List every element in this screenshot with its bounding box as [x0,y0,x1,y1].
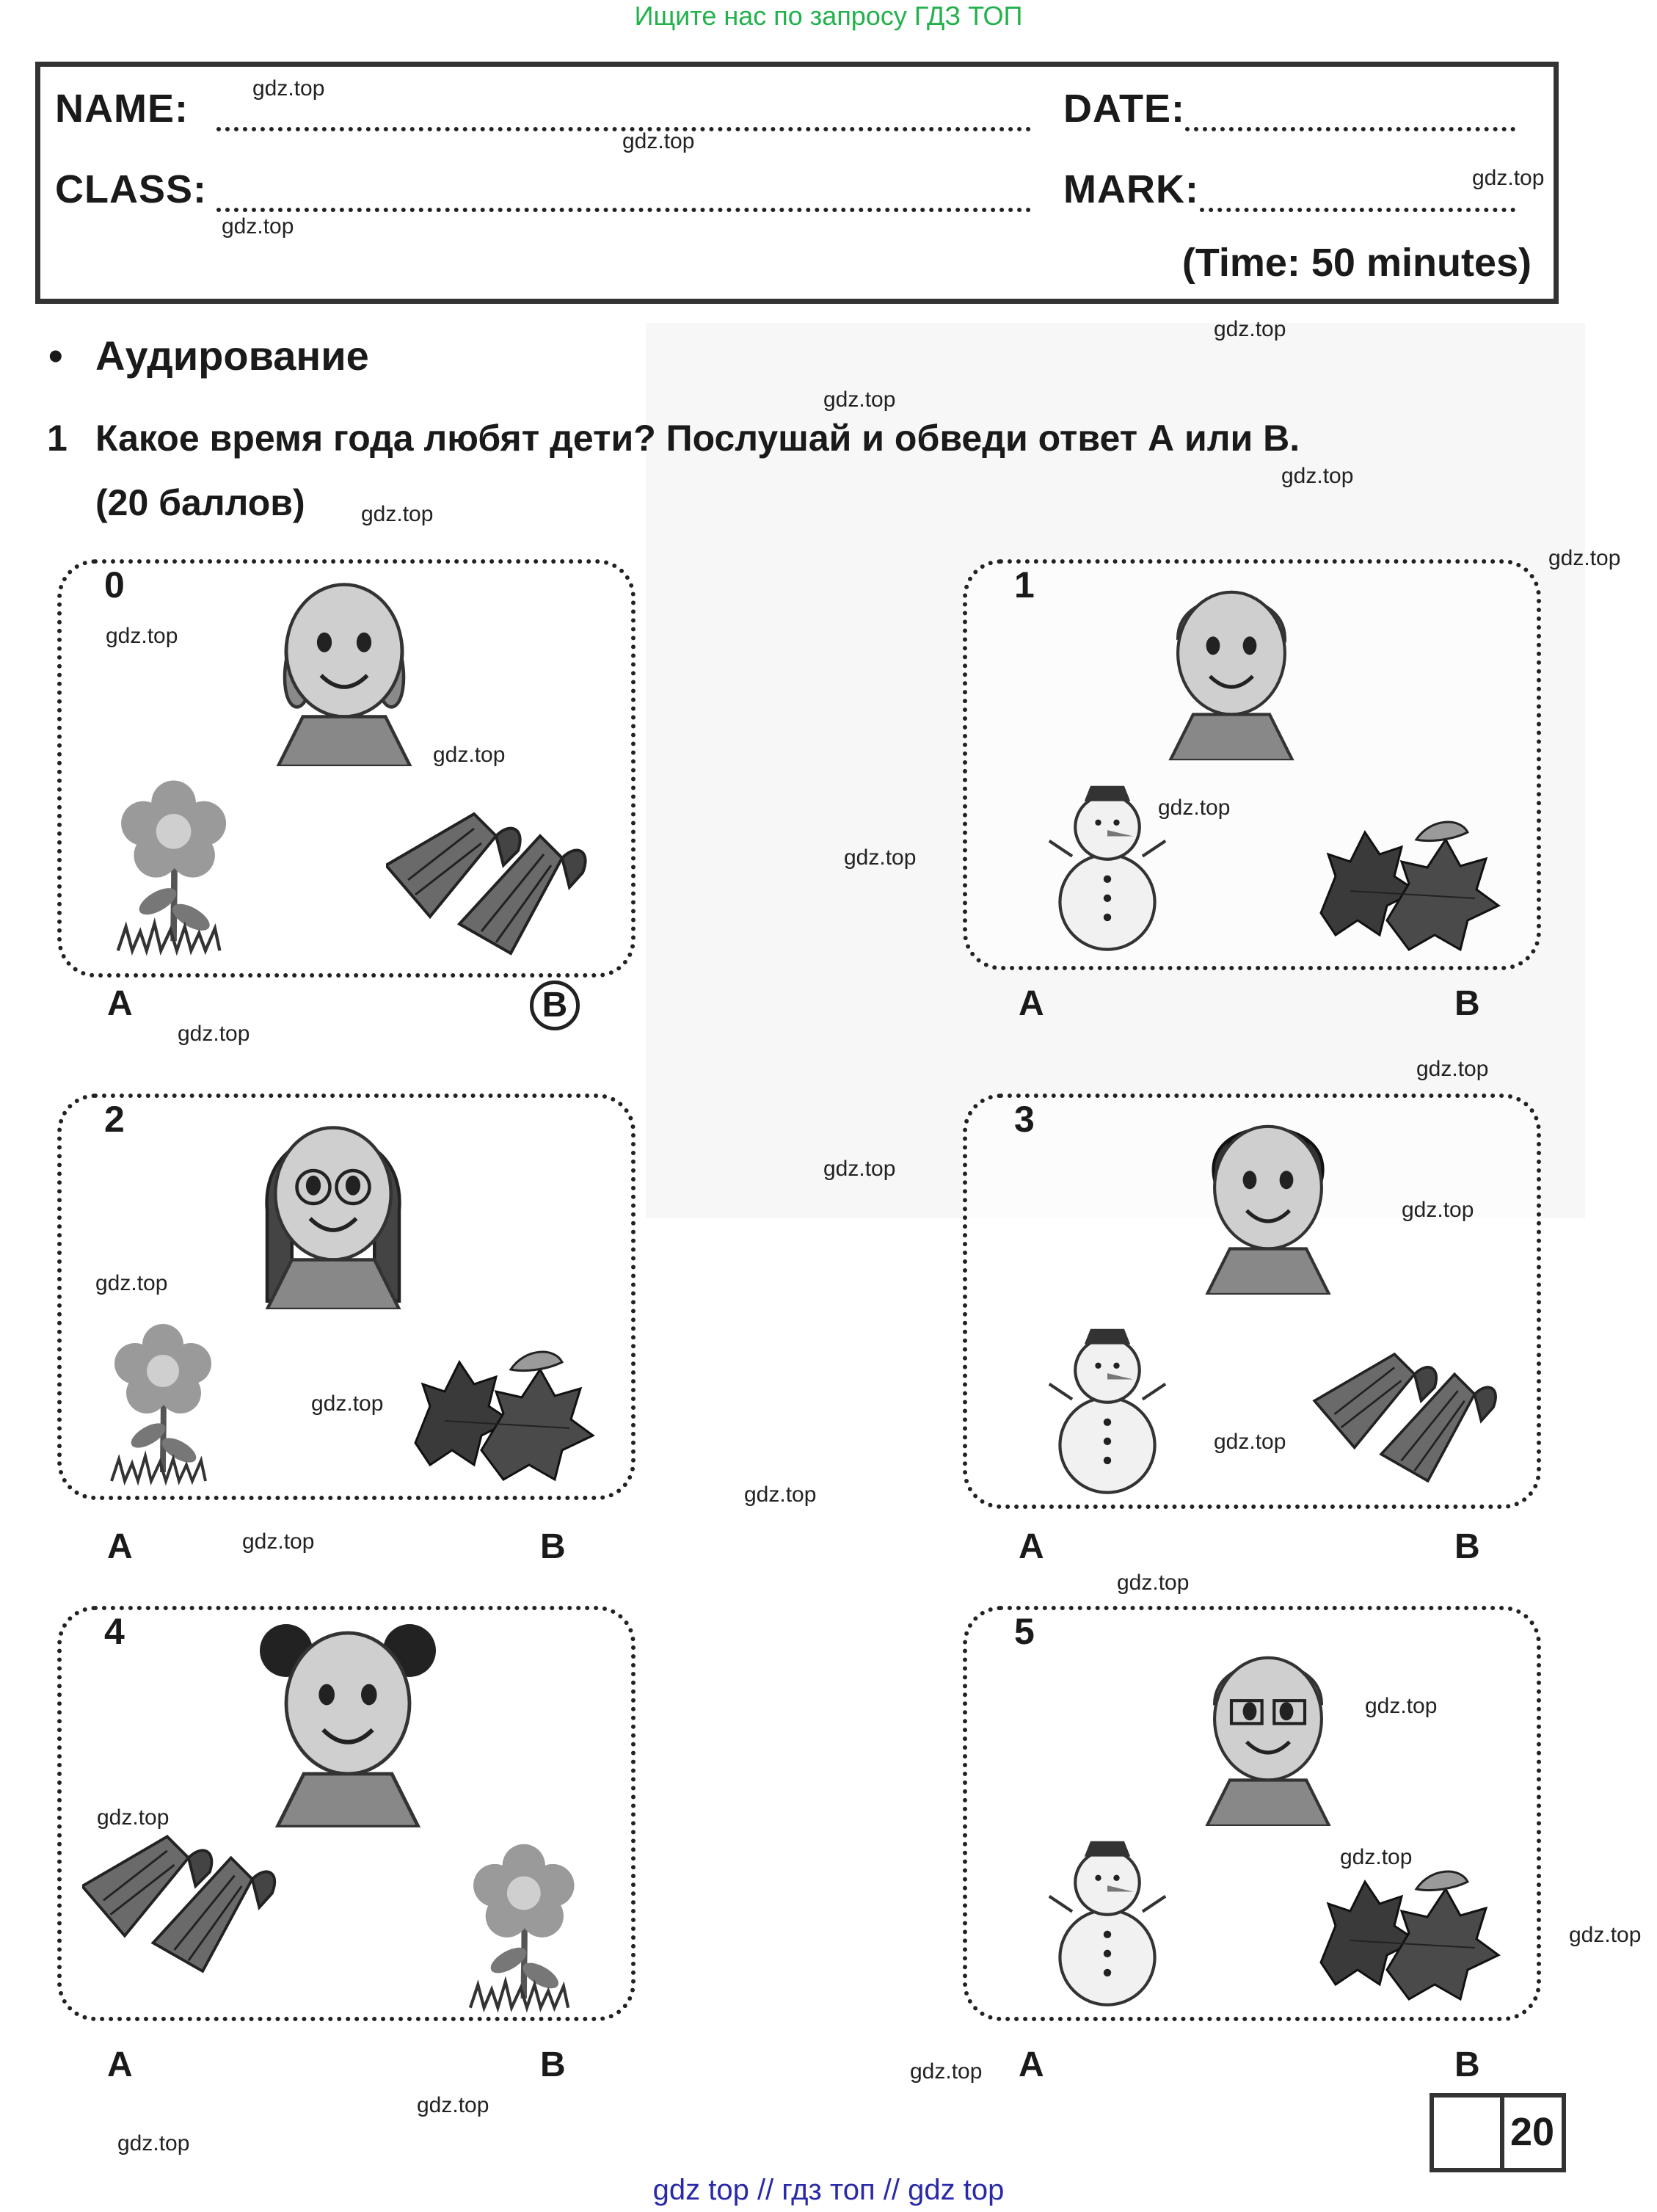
snowman-picture [1038,1827,1177,2011]
section-title: Аудирование [95,332,369,379]
footer-watermark-line: gdz top // гдз топ // gdz top [652,2174,1005,2206]
autumn-leaves-picture [1299,1860,1519,2007]
watermark: gdz.top [1402,1198,1474,1222]
flower-picture [443,1830,612,2014]
flippers-picture [1305,1347,1518,1494]
watermark: gdz.top [178,1022,250,1046]
item-number: 5 [1014,1611,1035,1652]
item-number: 4 [104,1611,125,1652]
item-number: 0 [104,564,125,605]
name-label: NAME: [55,87,189,131]
task-instruction: Какое время года любят дети? Послушай и обведи ответ А или В. [95,418,1300,459]
item-box-0 [57,559,636,978]
watermark: gdz.top [1214,1430,1286,1454]
watermark: gdz.top [1214,317,1286,341]
task-number: 1 [47,418,68,459]
date-label: DATE: [1063,87,1185,131]
option-b-label[interactable]: B [540,2045,566,2084]
flower-picture [82,1311,251,1487]
watermark: gdz.top [1117,1571,1190,1595]
page-number-box [1430,2093,1566,2172]
watermark: gdz.top [1569,1923,1642,1947]
option-a-label[interactable]: A [107,1527,133,1566]
boy-picture [1151,577,1312,760]
item-box-1 [963,559,1541,970]
mark-field[interactable] [1200,208,1515,212]
watermark: gdz.top [361,502,434,526]
item-number: 3 [1014,1099,1035,1140]
option-b-label[interactable]: B [1454,984,1480,1023]
watermark: gdz.top [1158,796,1231,820]
snowman-picture [1038,772,1177,956]
date-field[interactable] [1185,127,1515,131]
time-limit: (Time: 50 minutes) [1181,241,1532,285]
watermark: gdz.top [1548,546,1621,570]
autumn-leaves-picture [1299,810,1519,957]
watermark: gdz.top [1340,1845,1413,1869]
item-box-2 [57,1094,636,1500]
option-b-label[interactable]: B [1454,2045,1480,2084]
section-bullet: • [48,332,63,379]
girl-picture [260,568,429,766]
option-a-label[interactable]: A [107,2045,133,2084]
item-number: 2 [104,1099,125,1140]
watermark: gdz.top [910,2059,983,2084]
class-field[interactable] [216,208,1031,212]
boy-with-glasses-picture [1187,1642,1349,1826]
page-box-divider [1500,2098,1504,2168]
watermark: gdz.top [823,1157,896,1181]
mark-label: MARK: [1063,167,1199,211]
watermark: gdz.top [311,1391,384,1416]
autumn-leaves-picture [393,1340,613,1487]
girl-with-glasses-picture [245,1111,421,1309]
task-points: (20 баллов) [95,482,305,523]
watermark: gdz.top [222,214,294,239]
option-b-label[interactable]: B [1454,1527,1480,1566]
option-a-label[interactable]: A [1019,2045,1044,2084]
class-label: CLASS: [55,167,207,211]
flippers-picture [386,803,599,972]
watermark: gdz.top [622,129,695,153]
item-box-5 [963,1606,1541,2021]
watermark: gdz.top [242,1529,315,1554]
watermark: gdz.top [252,76,325,101]
item-number: 1 [1014,564,1035,605]
watermark: gdz.top [1365,1694,1438,1718]
option-b-circled[interactable]: B [530,981,580,1030]
option-b-label[interactable]: B [540,1527,566,1566]
snowman-picture [1038,1315,1177,1499]
page-number: 20 [1510,2110,1555,2154]
flower-picture [82,766,273,957]
option-a-label[interactable]: A [1019,1527,1044,1566]
girl-with-buns-picture [260,1615,436,1827]
option-a-label[interactable]: A [1019,984,1044,1023]
watermark: gdz.top [106,624,178,648]
boy-curly-hair-picture [1187,1111,1349,1295]
watermark: gdz.top [1281,464,1354,488]
watermark: gdz.top [744,1482,817,1507]
watermark: gdz.top [95,1271,168,1295]
option-a-label[interactable]: A [107,984,133,1023]
watermark: gdz.top [417,2093,489,2117]
watermark: gdz.top [433,743,506,767]
watermark: gdz.top [823,388,896,412]
flippers-picture [82,1823,288,1992]
watermark: gdz.top [1472,166,1545,190]
site-banner: Ищите нас по запросу ГДЗ ТОП [634,1,1023,31]
watermark: gdz.top [844,845,917,870]
watermark: gdz.top [97,1805,170,1830]
watermark: gdz.top [117,2131,190,2155]
watermark: gdz.top [1416,1057,1489,1081]
